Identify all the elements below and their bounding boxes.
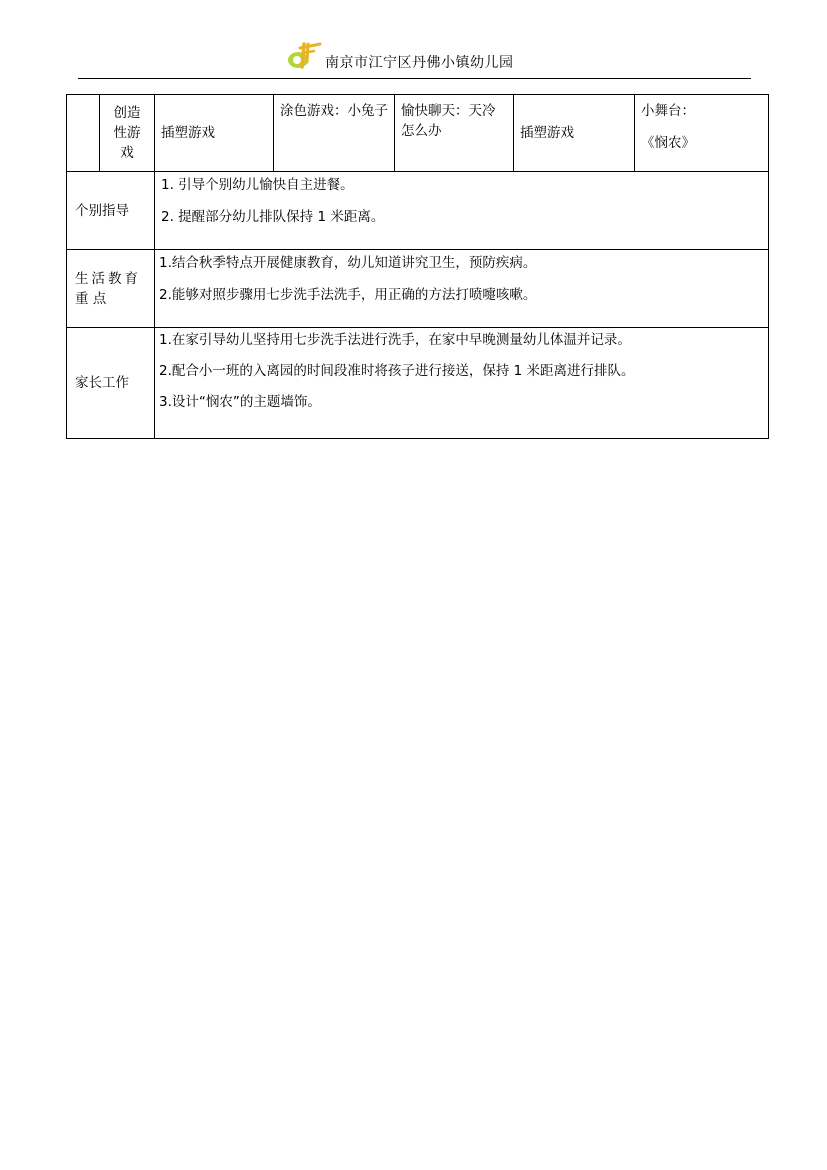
list-item: 1. 引导个别幼儿愉快自主进餐。 xyxy=(161,177,354,193)
life-education-label xyxy=(67,250,155,328)
list-item: 2.能够对照步骤用七步洗手法洗手，用正确的方法打喷嚏咳嗽。 xyxy=(159,287,537,303)
list-item: 3.设计“悯农”的主题墙饰。 xyxy=(159,394,321,410)
list-item: 2. 提醒部分幼儿排队保持 1 米距离。 xyxy=(161,209,385,225)
category-line: 创造 xyxy=(113,105,141,121)
activity-row xyxy=(67,95,769,172)
activity-cell: 涂色游戏：小兔子 xyxy=(274,95,395,172)
life-education-row xyxy=(67,250,769,328)
parent-work-row xyxy=(67,328,769,439)
life-education-label-line: 重 点 xyxy=(75,290,107,307)
individual-guidance-content xyxy=(155,172,769,250)
empty-cell xyxy=(67,95,100,172)
df-logo-icon xyxy=(286,40,322,70)
life-education-content xyxy=(155,250,769,328)
stage-cell xyxy=(635,95,769,172)
category-line: 戏 xyxy=(120,145,134,161)
category-line: 性游 xyxy=(113,125,141,141)
list-item: 2.配合小一班的入离园的时间段准时将孩子进行接送，保持 1 米距离进行排队。 xyxy=(159,363,635,379)
page-header xyxy=(78,38,751,79)
list-item: 1.结合秋季特点开展健康教育，幼儿知道讲究卫生，预防疾病。 xyxy=(159,255,537,271)
activity-cell: 插塑游戏 xyxy=(514,95,635,172)
category-cell xyxy=(100,95,155,172)
parent-work-label: 家长工作 xyxy=(67,328,155,439)
activity-cell: 愉快聊天：天冷怎么办 xyxy=(395,95,514,172)
list-item: 1.在家引导幼儿坚持用七步洗手法进行洗手，在家中早晚测量幼儿体温并记录。 xyxy=(159,332,631,348)
parent-work-content xyxy=(155,328,769,439)
stage-name: 《悯农》 xyxy=(641,135,695,151)
individual-guidance-row xyxy=(67,172,769,250)
stage-title: 小舞台： xyxy=(641,103,695,119)
weekly-plan-table xyxy=(66,94,769,439)
school-name: 南京市江宁区丹佛小镇幼儿园 xyxy=(325,55,514,71)
activity-cell: 插塑游戏 xyxy=(155,95,274,172)
individual-guidance-label: 个别指导 xyxy=(67,172,155,250)
life-education-label-line: 生活教育 xyxy=(75,270,141,287)
